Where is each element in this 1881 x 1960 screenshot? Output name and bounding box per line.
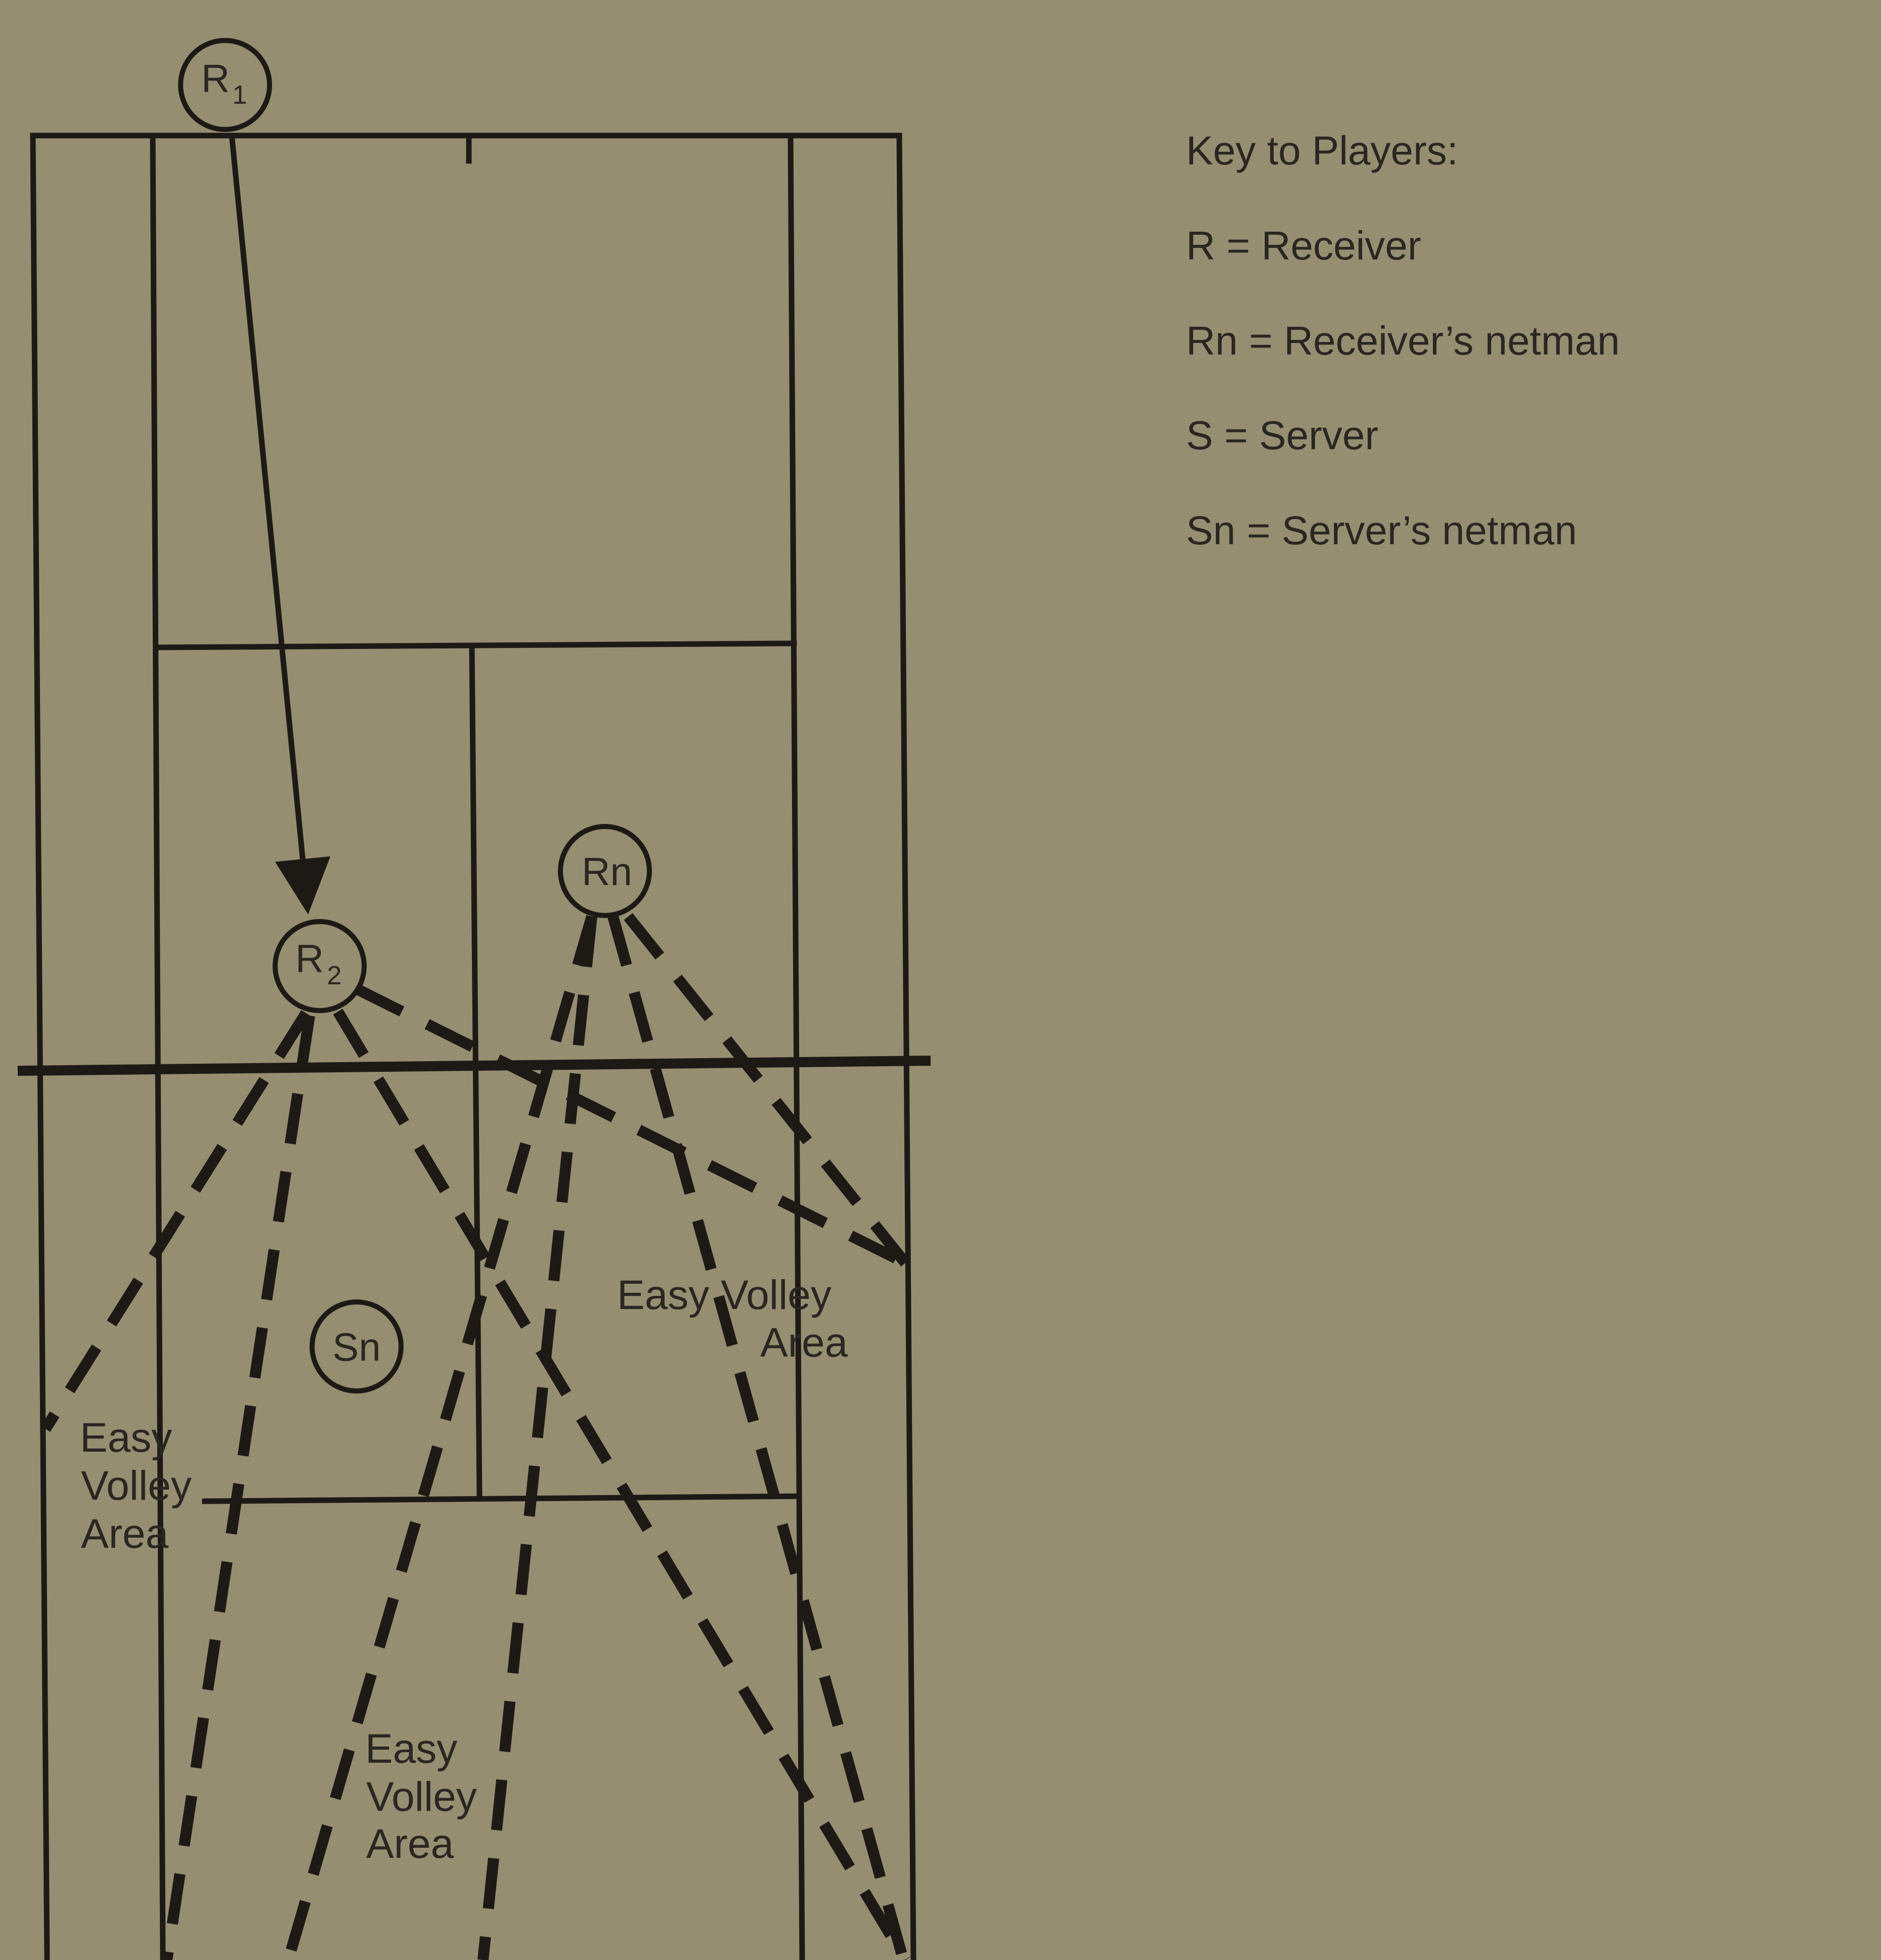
- area-left-line-2: Volley: [81, 1463, 192, 1509]
- key-entry-servers-netman: Sn = Server’s netman: [1186, 508, 1578, 553]
- player-rn: [560, 826, 649, 916]
- rn-shot-wide-right: [628, 917, 905, 1263]
- r2-shot-wide-right: [357, 989, 905, 1263]
- key-title: Key to Players:: [1186, 128, 1459, 173]
- key-entry-receivers-netman: Rn = Receiver’s netman: [1186, 318, 1620, 363]
- player-key: [1186, 128, 1620, 553]
- player-sn: [312, 1302, 401, 1391]
- player-sn-label: Sn: [332, 1325, 381, 1369]
- area-center-line-1: Easy: [365, 1726, 458, 1772]
- area-right-line-1: Easy Volley: [617, 1272, 832, 1318]
- player-rn-label: Rn: [582, 849, 632, 894]
- area-center-line-2: Volley: [366, 1774, 477, 1820]
- player-r1: [181, 40, 270, 129]
- key-entry-receiver: R = Receiver: [1186, 223, 1421, 268]
- player-r2-subscript: 2: [327, 961, 342, 990]
- receiver-approach-arrow: [232, 134, 307, 898]
- near-service-line: [205, 1496, 799, 1501]
- left-singles-sideline: [153, 136, 163, 1960]
- player-r1-subscript: 1: [232, 80, 247, 110]
- court-lines: [18, 136, 931, 1960]
- net: [18, 1061, 931, 1071]
- easy-volley-area-right: [617, 1272, 848, 1366]
- key-entry-server: S = Server: [1186, 413, 1379, 458]
- area-left-line-1: Easy: [80, 1415, 172, 1461]
- area-right-line-2: Area: [760, 1320, 848, 1366]
- left-doubles-sideline: [33, 136, 47, 1960]
- far-service-line: [157, 643, 794, 647]
- center-service-line: [472, 647, 479, 1497]
- player-r2-label: R: [295, 936, 324, 981]
- right-singles-sideline: [791, 136, 802, 1960]
- area-left-line-3: Area: [81, 1511, 169, 1557]
- area-center-line-3: Area: [366, 1821, 454, 1867]
- easy-volley-area-center: [365, 1726, 477, 1867]
- player-r1-label: R: [201, 56, 230, 101]
- r2-shot-left-alley: [46, 1013, 306, 1429]
- easy-volley-area-left: [80, 1415, 192, 1557]
- player-r2: [275, 922, 364, 1011]
- right-doubles-sideline: [899, 136, 913, 1960]
